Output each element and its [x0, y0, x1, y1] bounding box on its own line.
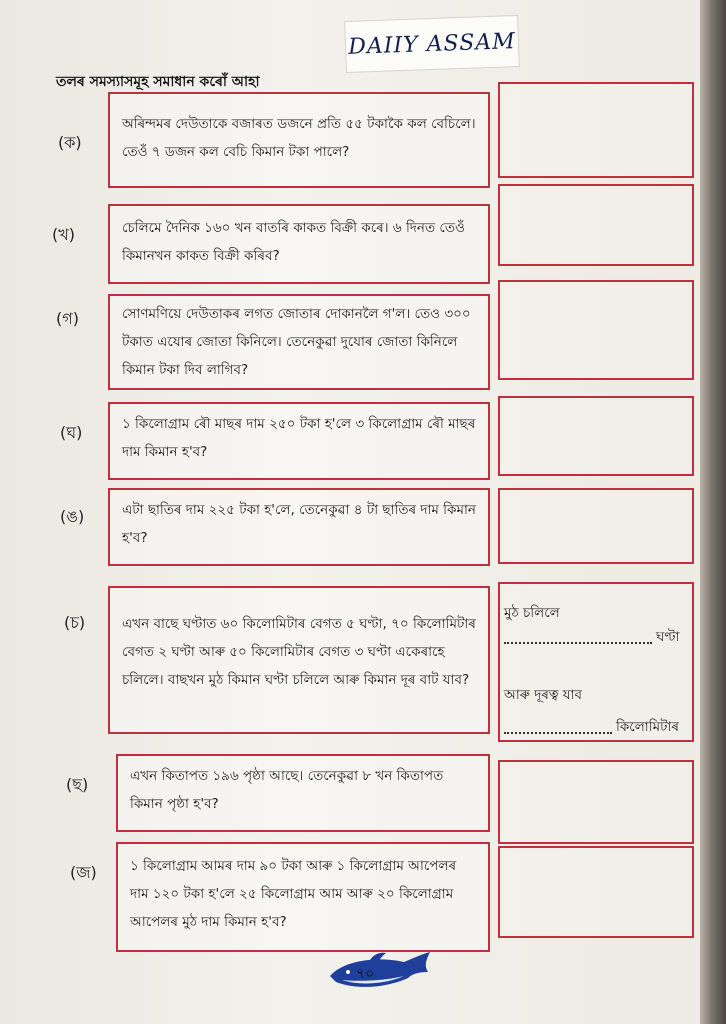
question-label-ga: (গ)	[56, 309, 79, 328]
question-label-nga: (ঙ)	[60, 507, 85, 526]
answer-hours-blank[interactable]	[504, 642, 652, 644]
answer-box-nga[interactable]	[498, 488, 694, 564]
answer-box-chha[interactable]	[498, 760, 694, 844]
question-box-ja: ১ কিলোগ্ৰাম আমৰ দাম ৯০ টকা আৰু ১ কিলোগ্ৰাম আপেলৰ দাম ১২০ টকা হ'লে ২৫ কিলোগ্ৰাম আম আৰু ২০ কিলোগ্ৰাম আপেলৰ মুঠ দাম কিমান হ'ব?	[116, 842, 490, 952]
question-label-ka: (ক)	[58, 133, 82, 152]
question-label-kha: (খ)	[52, 225, 75, 244]
answer-box-ja[interactable]	[498, 846, 694, 938]
question-box-gha: ১ কিলোগ্ৰাম ৰৌ মাছৰ দাম ২৫০ টকা হ'লে ৩ কিলোগ্ৰাম ৰৌ মাছৰ দাম কিমান হ'ব?	[108, 402, 490, 480]
answer-box-gha[interactable]	[498, 396, 694, 476]
answer-total-hours-label: মুঠ চলিলে	[504, 605, 560, 621]
question-label-gha: (ঘ)	[60, 423, 83, 442]
question-label-chha: (ছ)	[66, 775, 89, 794]
question-box-kha: চেলিমে দৈনিক ১৬০ খন বাতৰি কাকত বিক্ৰী কৰে। ৬ দিনত তেওঁ কিমানখন কাকত বিক্ৰী কৰিব?	[108, 204, 490, 284]
question-box-ga: সোণমণিয়ে দেউতাকৰ লগত জোতাৰ দোকানলৈ গ'ল। তেও ৩০০ টকাত এযোৰ জোতা কিনিলে। তেনেকুৱা দুযোৰ জোতা কিনিলে কিমান টকা দিব লাগিব?	[108, 294, 490, 390]
book-spine	[700, 0, 726, 1024]
answer-box-ka[interactable]	[498, 82, 694, 178]
question-box-chha: এখন কিতাপত ১৯৬ পৃষ্ঠা আছে। তেনেকুৱা ৮ খন কিতাপত কিমান পৃষ্ঠা হ'ব?	[116, 754, 490, 832]
watermark-stamp	[344, 15, 520, 73]
question-label-cha: (চ)	[64, 613, 86, 632]
question-box-cha: এখন বাছে ঘণ্টাত ৬০ কিলোমিটাৰ বেগত ৫ ঘণ্টা, ৭০ কিলোমিটাৰ বেগত ২ ঘণ্টা আৰু ৫০ কিলোমিটাৰ বেগত ৩ ঘণ্টা একেৰাহে চলিলে। বাছখন মুঠ কিমান ঘণ্টা চলিলে আৰু কিমান দূৰ বাট যাব?	[108, 586, 490, 734]
stamp-text: DAIIY ASSAM	[347, 28, 517, 60]
question-box-ka: অৰিন্দমৰ দেউতাকে বজাৰত ডজনে প্ৰতি ৫৫ টকাকৈ কল বেচিলে। তেওঁ ৭ ডজন কল বেচি কিমান টকা পালে?	[108, 92, 490, 188]
answer-hours-unit: ঘণ্টা	[656, 629, 680, 645]
answer-distance-unit: কিলোমিটাৰ	[616, 719, 679, 735]
dolphin-icon	[326, 950, 438, 994]
question-box-nga: এটা ছাতিৰ দাম ২২৫ টকা হ'লে, তেনেকুৱা ৪ টা ছাতিৰ দাম কিমান হ'ব?	[108, 488, 490, 566]
answer-box-kha[interactable]	[498, 184, 694, 266]
page-number: ৭০	[356, 966, 375, 982]
answer-distance-label: আৰু দূৰত্ব যাব	[504, 687, 582, 703]
instruction-heading: তলৰ সমস্যাসমূহ সমাধান কৰোঁ আহা	[56, 74, 260, 90]
answer-distance-blank[interactable]	[504, 732, 612, 734]
answer-box-ga[interactable]	[498, 280, 694, 380]
question-label-ja: (জ)	[70, 863, 97, 882]
